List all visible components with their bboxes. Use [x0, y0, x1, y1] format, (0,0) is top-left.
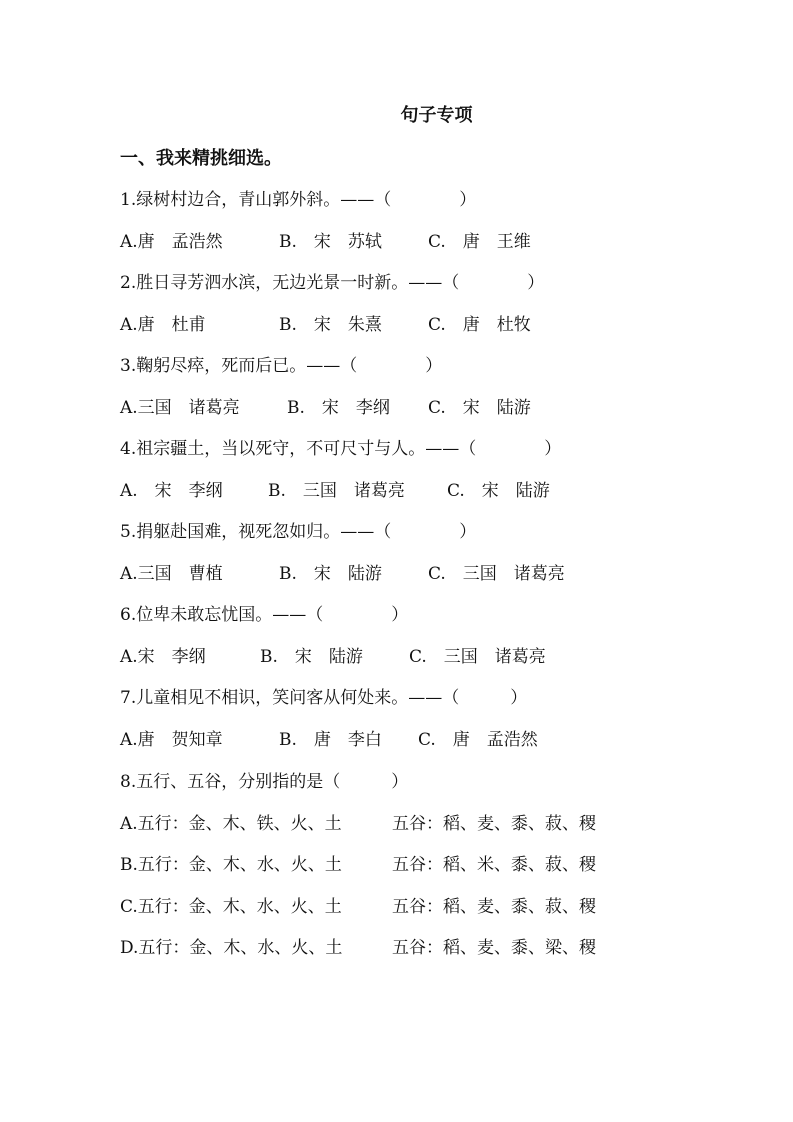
q4-option-c: C. 宋 陆游 — [447, 481, 550, 501]
q1-option-a: A.唐 孟浩然 — [120, 232, 223, 252]
q8-option-b-wugu: 五谷：稻、米、黍、菽、稷 — [392, 855, 596, 875]
page-title: 句子专项 — [400, 105, 473, 126]
q5-option-a: A.三国 曹植 — [120, 564, 223, 584]
question-5: 5.捐躯赴国难，视死忽如归。——（ ） — [120, 522, 477, 542]
q8-option-d-wugu: 五谷：稻、麦、黍、梁、稷 — [392, 938, 596, 958]
q8-option-a-wugu: 五谷：稻、麦、黍、菽、稷 — [392, 814, 596, 834]
q8-option-c-wuxing: C.五行：金、木、水、火、土 — [120, 897, 342, 917]
question-7: 7.儿童相见不相识，笑问客从何处来。——（ ） — [120, 688, 528, 708]
q6-option-c: C. 三国 诸葛亮 — [409, 647, 546, 667]
q7-option-c: C. 唐 孟浩然 — [418, 730, 538, 750]
question-8: 8.五行、五谷，分别指的是（ ） — [120, 772, 409, 792]
question-3: 3.鞠躬尽瘁，死而后已。——（ ） — [120, 356, 443, 376]
q3-option-b: B. 宋 李纲 — [287, 398, 390, 418]
q2-option-a: A.唐 杜甫 — [120, 315, 206, 335]
q3-option-c: C. 宋 陆游 — [428, 398, 531, 418]
q3-option-a: A.三国 诸葛亮 — [120, 398, 240, 418]
question-2: 2.胜日寻芳泗水滨，无边光景一时新。——（ ） — [120, 273, 545, 293]
question-6: 6.位卑未敢忘忧国。——（ ） — [120, 605, 409, 625]
q1-option-c: C. 唐 王维 — [428, 232, 531, 252]
q5-option-c: C. 三国 诸葛亮 — [428, 564, 565, 584]
q7-option-b: B. 唐 李白 — [279, 730, 382, 750]
q2-option-c: C. 唐 杜牧 — [428, 315, 531, 335]
question-4: 4.祖宗疆土，当以死守，不可尺寸与人。——（ ） — [120, 439, 562, 459]
q8-option-c-wugu: 五谷：稻、麦、黍、菽、稷 — [392, 897, 596, 917]
q5-option-b: B. 宋 陆游 — [279, 564, 382, 584]
section-heading: 一、我来精挑细选。 — [120, 148, 282, 169]
q7-option-a: A.唐 贺知章 — [120, 730, 223, 750]
q6-option-b: B. 宋 陆游 — [260, 647, 363, 667]
q4-option-a: A. 宋 李纲 — [120, 481, 223, 501]
q2-option-b: B. 宋 朱熹 — [279, 315, 382, 335]
q4-option-b: B. 三国 诸葛亮 — [268, 481, 405, 501]
q1-option-b: B. 宋 苏轼 — [279, 232, 382, 252]
q8-option-b-wuxing: B.五行：金、木、水、火、土 — [120, 855, 342, 875]
question-1: 1.绿树村边合，青山郭外斜。——（ ） — [120, 190, 477, 210]
q8-option-a-wuxing: A.五行：金、木、铁、火、土 — [120, 814, 342, 834]
q6-option-a: A.宋 李纲 — [120, 647, 206, 667]
q8-option-d-wuxing: D.五行：金、木、水、火、土 — [120, 938, 343, 958]
